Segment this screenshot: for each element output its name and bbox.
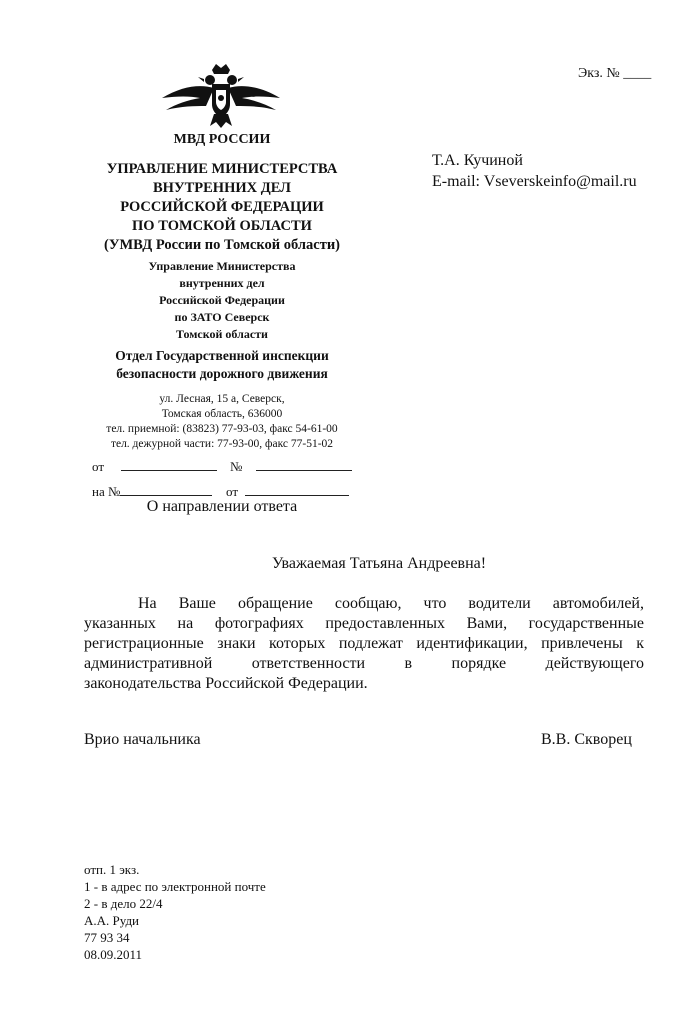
department-line: УПРАВЛЕНИЕ МИНИСТЕРСТВА	[106, 161, 338, 177]
division-line: Отдел Государственной инспекции	[115, 348, 329, 363]
body-line: На Ваше обращение сообщаю, что водители автомобилей,	[138, 595, 644, 612]
note-line: 08.09.2011	[84, 947, 143, 962]
subdepartment-name	[90, 258, 354, 343]
address-block	[90, 392, 354, 452]
recipient-block	[432, 150, 637, 192]
registration-number-field	[256, 458, 352, 471]
subdepartment-line: Управление Министерства	[148, 259, 296, 273]
note-line: отп. 1 экз.	[84, 862, 140, 877]
address-line: Томская область, 636000	[161, 408, 283, 420]
division-line: безопасности дорожного движения	[116, 366, 328, 381]
distribution-notes	[84, 861, 266, 963]
copy-number-label: Экз. №	[578, 66, 620, 81]
from-date-field	[121, 458, 217, 471]
recipient-name: Т.А. Кучиной	[432, 152, 523, 169]
letter-subject: О направлении ответа	[146, 498, 298, 515]
department-line: (УМВД России по Томской области)	[103, 237, 341, 253]
signatory-name: В.В. Скворец	[541, 731, 632, 748]
division-name	[90, 347, 354, 383]
address-line: ул. Лесная, 15 а, Северск,	[159, 393, 285, 405]
reference-date-field	[245, 483, 349, 496]
note-line: А.А. Руди	[84, 913, 140, 928]
ministry-title: МВД РОССИИ	[173, 132, 271, 147]
registration-date-row	[92, 458, 217, 475]
salutation: Уважаемая Татьяна Андреевна!	[272, 555, 487, 572]
department-name	[90, 160, 354, 255]
reference-from-label: от	[226, 484, 239, 499]
department-line: РОССИЙСКОЙ ФЕДЕРАЦИИ	[120, 199, 324, 215]
copy-number-value: ____	[623, 66, 652, 81]
body-line: законодательства Российской Федерации.	[84, 675, 368, 692]
department-line: ВНУТРЕННИХ ДЕЛ	[153, 180, 291, 196]
signatory-title: Врио начальника	[84, 731, 201, 748]
department-line: ПО ТОМСКОЙ ОБЛАСТИ	[132, 218, 312, 234]
body-line: указанных на фотографиях предоставленных Вами, государственные	[84, 615, 644, 632]
note-line: 77 93 34	[84, 930, 130, 945]
double-headed-eagle-emblem-icon	[160, 64, 282, 130]
body-line: административной ответственности в порядке действующего	[84, 655, 644, 672]
reference-number-field	[120, 483, 212, 496]
letter-body	[84, 594, 644, 694]
note-line: 2 - в дело 22/4	[84, 896, 163, 911]
registration-number-row	[230, 458, 352, 475]
subdepartment-line: Российской Федерации	[159, 293, 285, 307]
subdepartment-line: внутренних дел	[179, 276, 265, 290]
copy-number	[578, 66, 651, 82]
number-label: №	[230, 459, 243, 474]
note-line: 1 - в адрес по электронной почте	[84, 879, 266, 894]
address-line: тел. приемной: (83823) 77-93-03, факс 54-61-00	[106, 423, 338, 435]
from-label: от	[92, 459, 105, 474]
subdepartment-line: по ЗАТО Северск	[174, 310, 270, 324]
address-line: тел. дежурной части: 77-93-00, факс 77-51-02	[110, 438, 334, 450]
subdepartment-line: Томской области	[176, 327, 268, 341]
body-line: регистрационные знаки которых подлежат идентификации, привлечены к	[84, 635, 644, 652]
reference-label: на №	[92, 484, 121, 499]
recipient-email: E-mail: Vseverskeinfo@mail.ru	[432, 173, 637, 190]
